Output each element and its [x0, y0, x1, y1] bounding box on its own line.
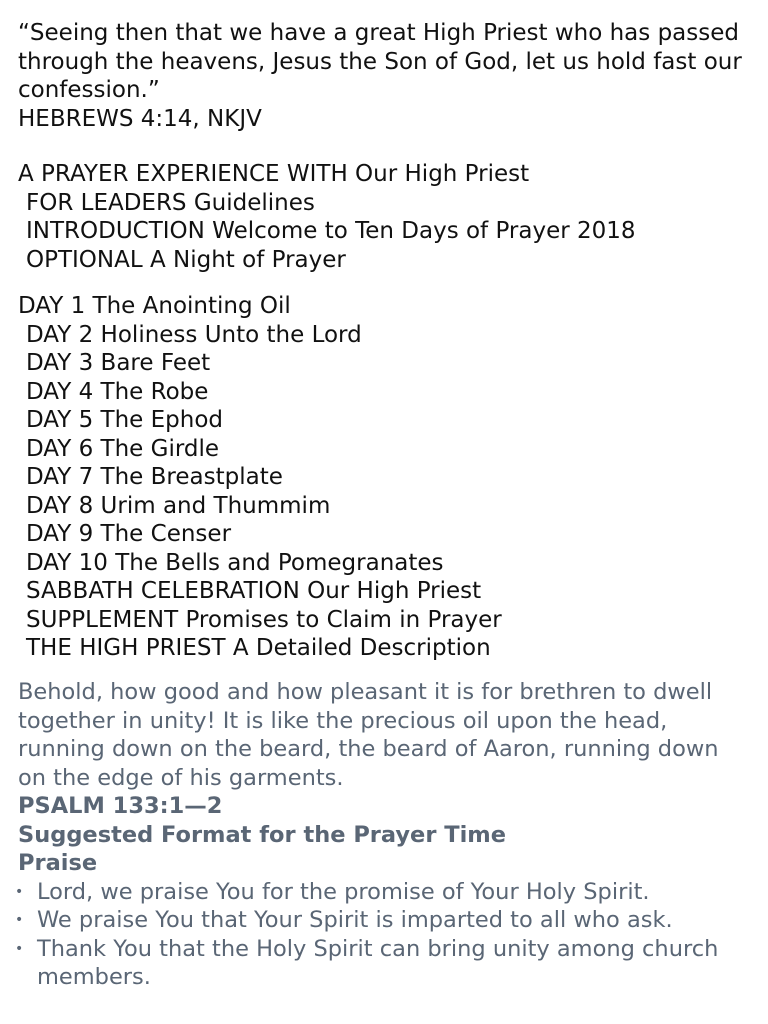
day-item[interactable]: DAY 4 The Robe [26, 378, 209, 405]
toc-item[interactable]: A PRAYER EXPERIENCE WITH Our High Priest [18, 161, 530, 187]
verse-line: confession.” [18, 77, 160, 103]
opening-verse [18, 19, 758, 133]
day-list [18, 292, 758, 663]
day-item[interactable]: DAY 10 The Bells and Pomegranates [26, 549, 444, 576]
praise-item-text: Thank You that the Holy Spirit can bring unity among church members. [37, 935, 719, 990]
bullet-icon: • [15, 883, 24, 900]
psalm-line: on the edge of his garments. [18, 764, 344, 791]
day-item[interactable]: SABBATH CELEBRATION Our High Priest [26, 578, 482, 604]
list-item [15, 906, 753, 935]
list-item [15, 878, 753, 907]
praise-heading: Praise [18, 850, 98, 876]
table-of-contents [18, 160, 758, 274]
psalm-line: together in unity! It is like the precious oil upon the head, [18, 707, 668, 734]
verse-line: “Seeing then that we have a great High Priest who has passed [18, 20, 739, 46]
verse-line: through the heavens, Jesus the Son of God, let us hold fast our [18, 48, 742, 75]
bullet-icon: • [15, 912, 24, 928]
day-item[interactable]: DAY 2 Holiness Unto the Lord [26, 321, 362, 348]
day-item[interactable]: DAY 6 The Girdle [26, 435, 220, 462]
verse-reference: HEBREWS 4:14, NKJV [18, 105, 262, 132]
toc-item[interactable]: INTRODUCTION Welcome to Ten Days of Prayer 2018 [26, 218, 636, 244]
format-heading: Suggested Format for the Prayer Time [18, 821, 507, 848]
day-item[interactable]: DAY 5 The Ephod [26, 407, 224, 433]
psalm-line: running down on the beard, the beard of Aaron, running down [18, 736, 719, 762]
psalm-section [15, 678, 753, 992]
praise-item-text: Lord, we praise You for the promise of Your Holy Spirit. [37, 878, 650, 905]
day-item[interactable]: DAY 7 The Breastplate [26, 464, 283, 490]
praise-item-text: We praise You that Your Spirit is imparted to all who ask. [37, 907, 673, 933]
day-item[interactable]: DAY 1 The Anointing Oil [18, 293, 291, 319]
bullet-icon: • [15, 940, 24, 957]
toc-item[interactable]: OPTIONAL A Night of Prayer [26, 246, 346, 273]
day-item[interactable]: THE HIGH PRIEST A Detailed Description [26, 635, 491, 661]
day-item[interactable]: DAY 9 The Censer [26, 521, 232, 547]
day-item[interactable]: SUPPLEMENT Promises to Claim in Prayer [26, 606, 502, 633]
day-item[interactable]: DAY 8 Urim and Thummim [26, 492, 331, 519]
toc-item[interactable]: FOR LEADERS Guidelines [26, 189, 315, 216]
list-item [15, 935, 753, 992]
praise-list [15, 878, 753, 992]
psalm-reference: PSALM 133:1—2 [18, 793, 223, 819]
day-item[interactable]: DAY 3 Bare Feet [26, 350, 211, 376]
psalm-line: Behold, how good and how pleasant it is for brethren to dwell [18, 679, 713, 705]
